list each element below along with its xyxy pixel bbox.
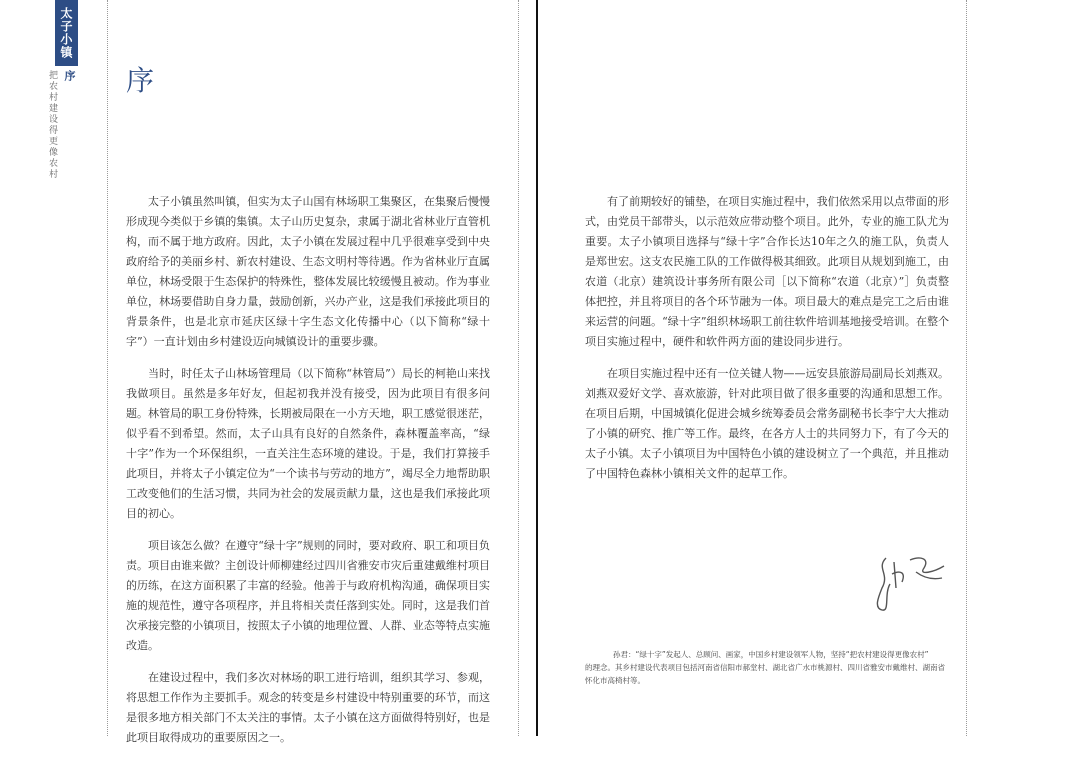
paragraph: 太子小镇虽然叫镇，但实为太子山国有林场职工集聚区，在集聚后慢慢形成现今类似于乡镇的集镇。太子山历史复杂，隶属于湖北省林业厅直管机构，而不属于地方政府。因此，太子小镇在发展过程中几乎很难享受到中央政府给予的美丽乡村、新农村建设、生态文明村等待遇。作为省林业厅直属单位，林场受限于生态保护的特殊性，整体发展比较缓慢且被动。作为事业单位，林场要借助自身力量，鼓励创新，兴办产业，这是我们承接此项目的背景条件，也是北京市延庆区绿十字生态文化传播中心（以下简称“绿十字”）一直计划由乡村建设迈向城镇设计的重要步骤。	[126, 195, 490, 348]
sidebar-vertical-labels	[47, 70, 77, 180]
paragraph: 在项目实施过程中还有一位关键人物——远安县旅游局副局长刘燕双。刘燕双爱好文学、喜欢旅游，针对此项目做了很多重要的沟通和思想工作。在项目后期，中国城镇化促进会城乡统筹委员会常务副秘书长李宁大大推动了小镇的研究、推广等工作。最终，在各方人士的共同努力下，有了今天的太子小镇。太子小镇项目为中国特色小镇的建设树立了一个典范，并且推动了中国特色森林小镇相关文件的起草工作。	[585, 367, 949, 480]
page-title: 序	[126, 63, 155, 97]
author-note	[585, 648, 947, 687]
book-motto: 把农村建设得更像农村	[47, 70, 57, 180]
author-note-line: 孙君：“绿十字”发起人、总顾问、画家，中国乡村建设领军人物，坚持“把农村建设得更像农村”	[613, 650, 929, 659]
author-note-line: 的理念。其乡村建设代表项目包括河南省信阳市郝堂村、湖北省广水市桃源村、四川省雅安市戴维村、湖南省怀化市高椅村等。	[585, 663, 945, 685]
left-text-column	[126, 192, 490, 760]
book-title-tab: 太子小镇	[55, 0, 78, 66]
author-signature	[872, 548, 952, 614]
left-margin-dotted-line	[107, 0, 108, 736]
left-page-right-dotted-line	[518, 0, 519, 736]
page-spine-divider	[536, 0, 538, 736]
paragraph: 当时，时任太子山林场管理局（以下简称“林管局”）局长的柯艳山来找我做项目。虽然是多年好友，但起初我并没有接受，因为此项目有很多问题。林管局的职工身份特殊，长期被局限在一小方天地，职工感觉很迷茫，似乎看不到希望。然而，太子山具有良好的自然条件，森林覆盖率高，“绿十字”作为一个环保组织，一直关注生态环境的建设。于是，我们打算接手此项目，并将太子小镇定位为“一个读书与劳动的地方”，竭尽全力地帮助职工改变他们的生活习惯，共同为社会的发展贡献力量，这也是我们承接此项目的初心。	[126, 367, 490, 520]
right-text-column	[585, 192, 949, 496]
paragraph: 有了前期较好的铺垫，在项目实施过程中，我们依然采用以点带面的形式，由党员干部带头，以示范效应带动整个项目。此外，专业的施工队尤为重要。太子小镇项目选择与“绿十字”合作长达10年之久的施工队，负责人是郑世宏。这支农民施工队的工作做得极其细致。此项目从规划到施工，由农道（北京）建筑设计事务所有限公司［以下简称“农道（北京）”］负责整体把控，并且将项目的各个环节融为一体。项目最大的难点是完工之后由谁来运营的问题。“绿十字”组织林场职工前往软件培训基地接受培训。在整个项目实施过程中，硬件和软件两方面的建设同步进行。	[585, 195, 949, 348]
paragraph: 在建设过程中，我们多次对林场的职工进行培训，组织其学习、参观，将思想工作作为主要抓手。观念的转变是乡村建设中特别重要的环节，而这是很多地方相关部门不太关注的事情。太子小镇在这方面做得特别好，也是此项目取得成功的重要原因之一。	[126, 671, 490, 744]
paragraph: 项目该怎么做？在遵守“绿十字”规则的同时，要对政府、职工和项目负责。项目由谁来做？主创设计师柳建经过四川省雅安市灾后重建戴维村项目的历练，在这方面积累了丰富的经验。他善于与政府机构沟通，确保项目实施的规范性，遵守各项程序，并且将相关责任落到实处。同时，这是我们首次承接完整的小镇项目，按照太子小镇的地理位置、人群、业态等特点实施改造。	[126, 539, 490, 652]
section-tag: 序	[63, 70, 76, 81]
right-page-dotted-line	[966, 0, 967, 736]
